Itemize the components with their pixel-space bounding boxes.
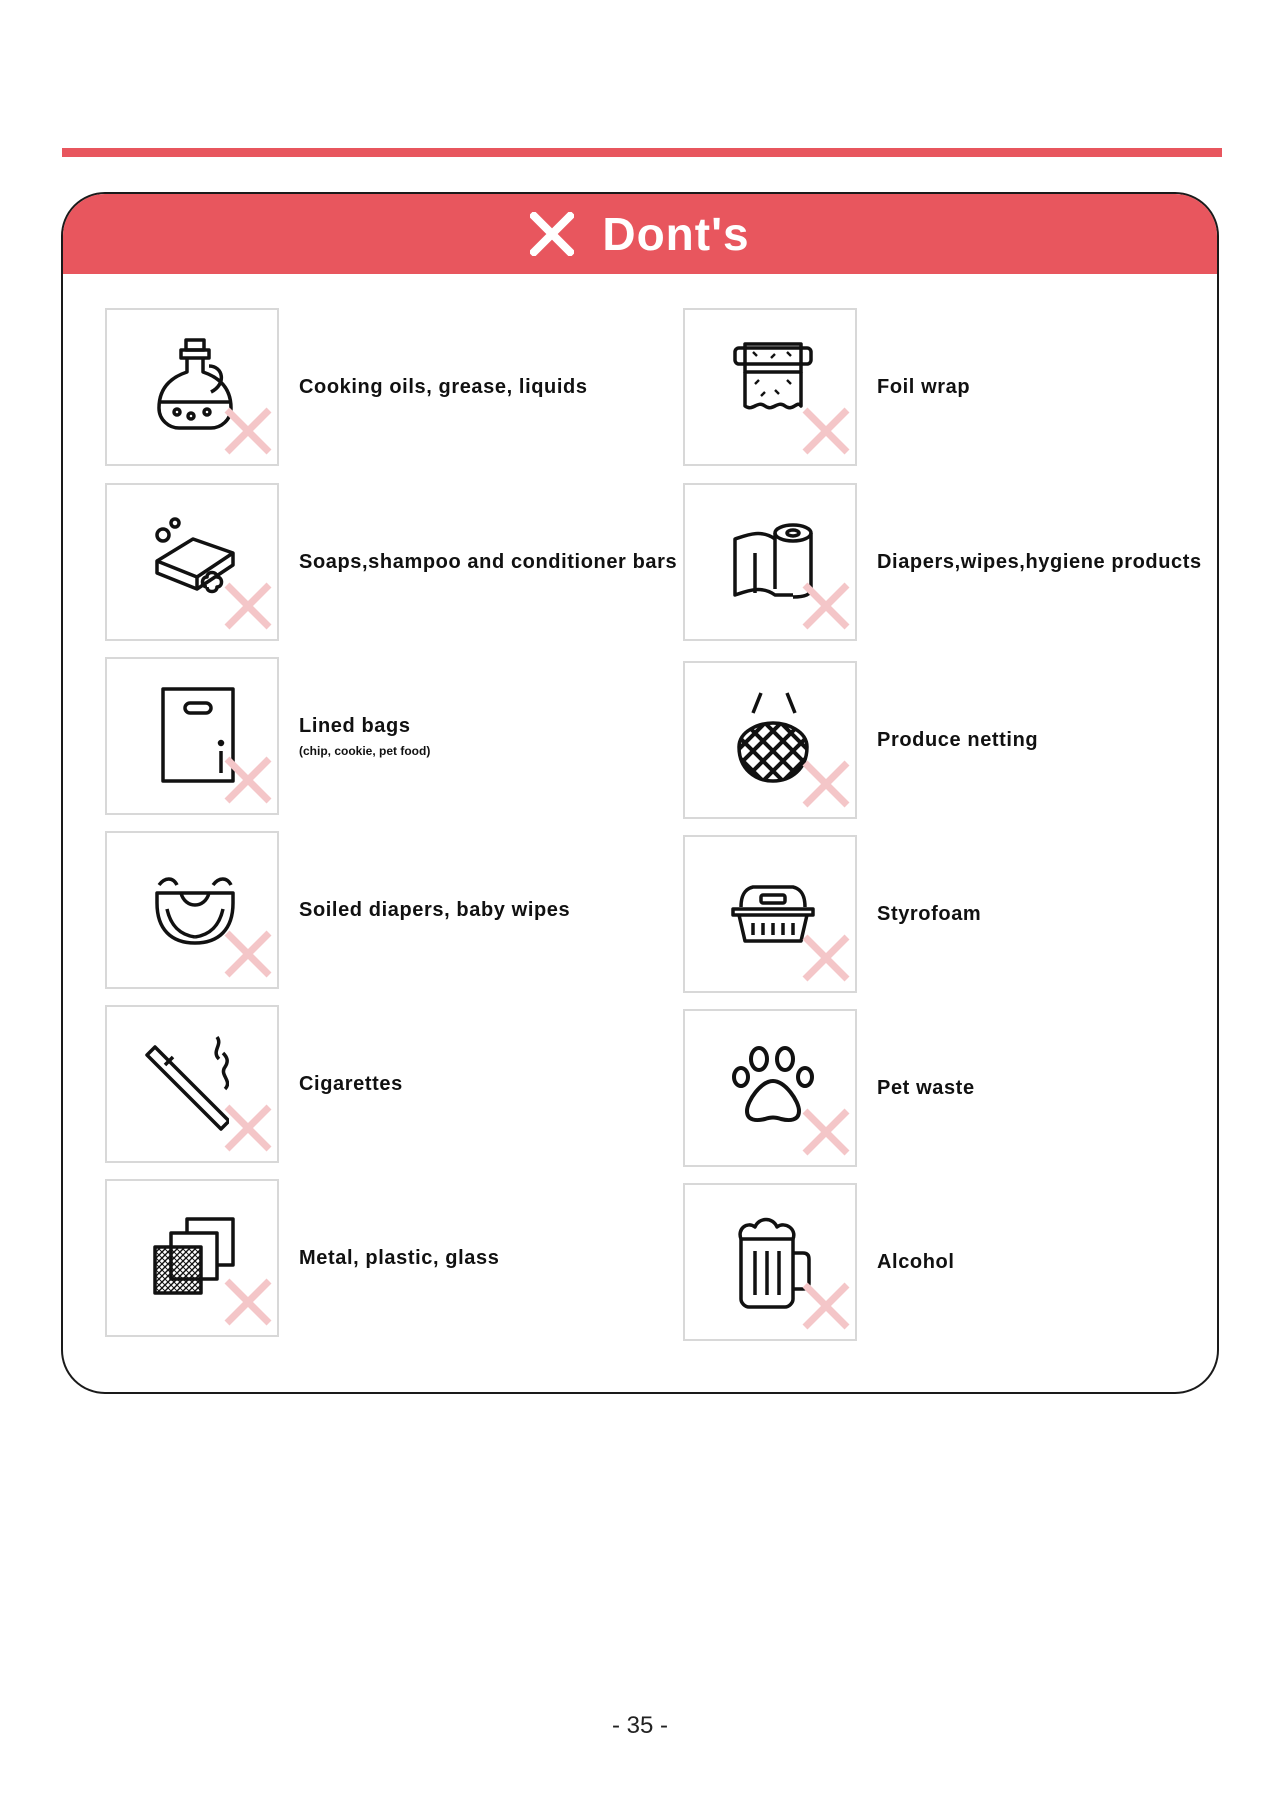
panel-title: Dont's: [602, 208, 750, 260]
prohibited-x-icon: [801, 933, 851, 983]
item-label: Alcohol: [877, 1250, 955, 1273]
item-label: Soiled diapers, baby wipes: [299, 898, 571, 921]
item-label: Foil wrap: [877, 375, 971, 398]
item-tile: [105, 1179, 279, 1337]
page-number: - 35 -: [611, 1712, 668, 1739]
item-label: Soaps,shampoo and conditioner bars: [299, 550, 678, 573]
prohibited-x-icon: [223, 581, 273, 631]
prohibited-x-icon: [223, 1103, 273, 1153]
prohibited-x-icon: [801, 581, 851, 631]
item-label: Metal, plastic, glass: [299, 1246, 500, 1269]
prohibited-x-icon: [801, 1281, 851, 1331]
item-sublabel: (chip, cookie, pet food): [299, 743, 431, 758]
prohibited-x-icon: [801, 759, 851, 809]
donts-panel: [61, 192, 1219, 1394]
list-item: [105, 831, 570, 989]
list-item: [105, 657, 430, 815]
list-item: [683, 1009, 975, 1167]
prohibited-x-icon: [801, 406, 851, 456]
item-tile: [105, 657, 279, 815]
prohibited-x-icon: [223, 406, 273, 456]
prohibited-x-icon: [223, 1277, 273, 1327]
cigarette-icon: [145, 1033, 229, 1133]
item-tile: [683, 483, 857, 641]
item-label: Diapers,wipes,hygiene products: [877, 550, 1202, 573]
list-item: [683, 308, 970, 466]
item-label: Cigarettes: [299, 1072, 403, 1095]
item-tile: [683, 1183, 857, 1341]
prohibited-x-icon: [223, 929, 273, 979]
item-label: Cooking oils, grease, liquids: [299, 375, 588, 398]
item-tile: [683, 1009, 857, 1167]
list-item: [683, 483, 1202, 641]
list-item: [105, 483, 677, 641]
top-accent-rule: [62, 148, 1222, 157]
cross-icon: [530, 212, 574, 256]
list-item: [683, 661, 1038, 819]
item-label: Produce netting: [877, 728, 1039, 751]
panel-header: [63, 194, 1217, 274]
item-label: Lined bags: [299, 714, 411, 737]
item-label: Styrofoam: [877, 902, 982, 925]
item-tile: [683, 661, 857, 819]
item-tile: [683, 308, 857, 466]
item-tile: [105, 483, 279, 641]
item-tile: [105, 831, 279, 989]
item-tile: [105, 308, 279, 466]
list-item: [105, 1179, 499, 1337]
item-tile: [683, 835, 857, 993]
prohibited-x-icon: [801, 1107, 851, 1157]
list-item: [683, 1183, 955, 1341]
item-label: Pet waste: [877, 1076, 975, 1099]
item-tile: [105, 1005, 279, 1163]
list-item: [105, 308, 588, 466]
prohibited-x-icon: [223, 755, 273, 805]
list-item: [105, 1005, 403, 1163]
list-item: [683, 835, 981, 993]
